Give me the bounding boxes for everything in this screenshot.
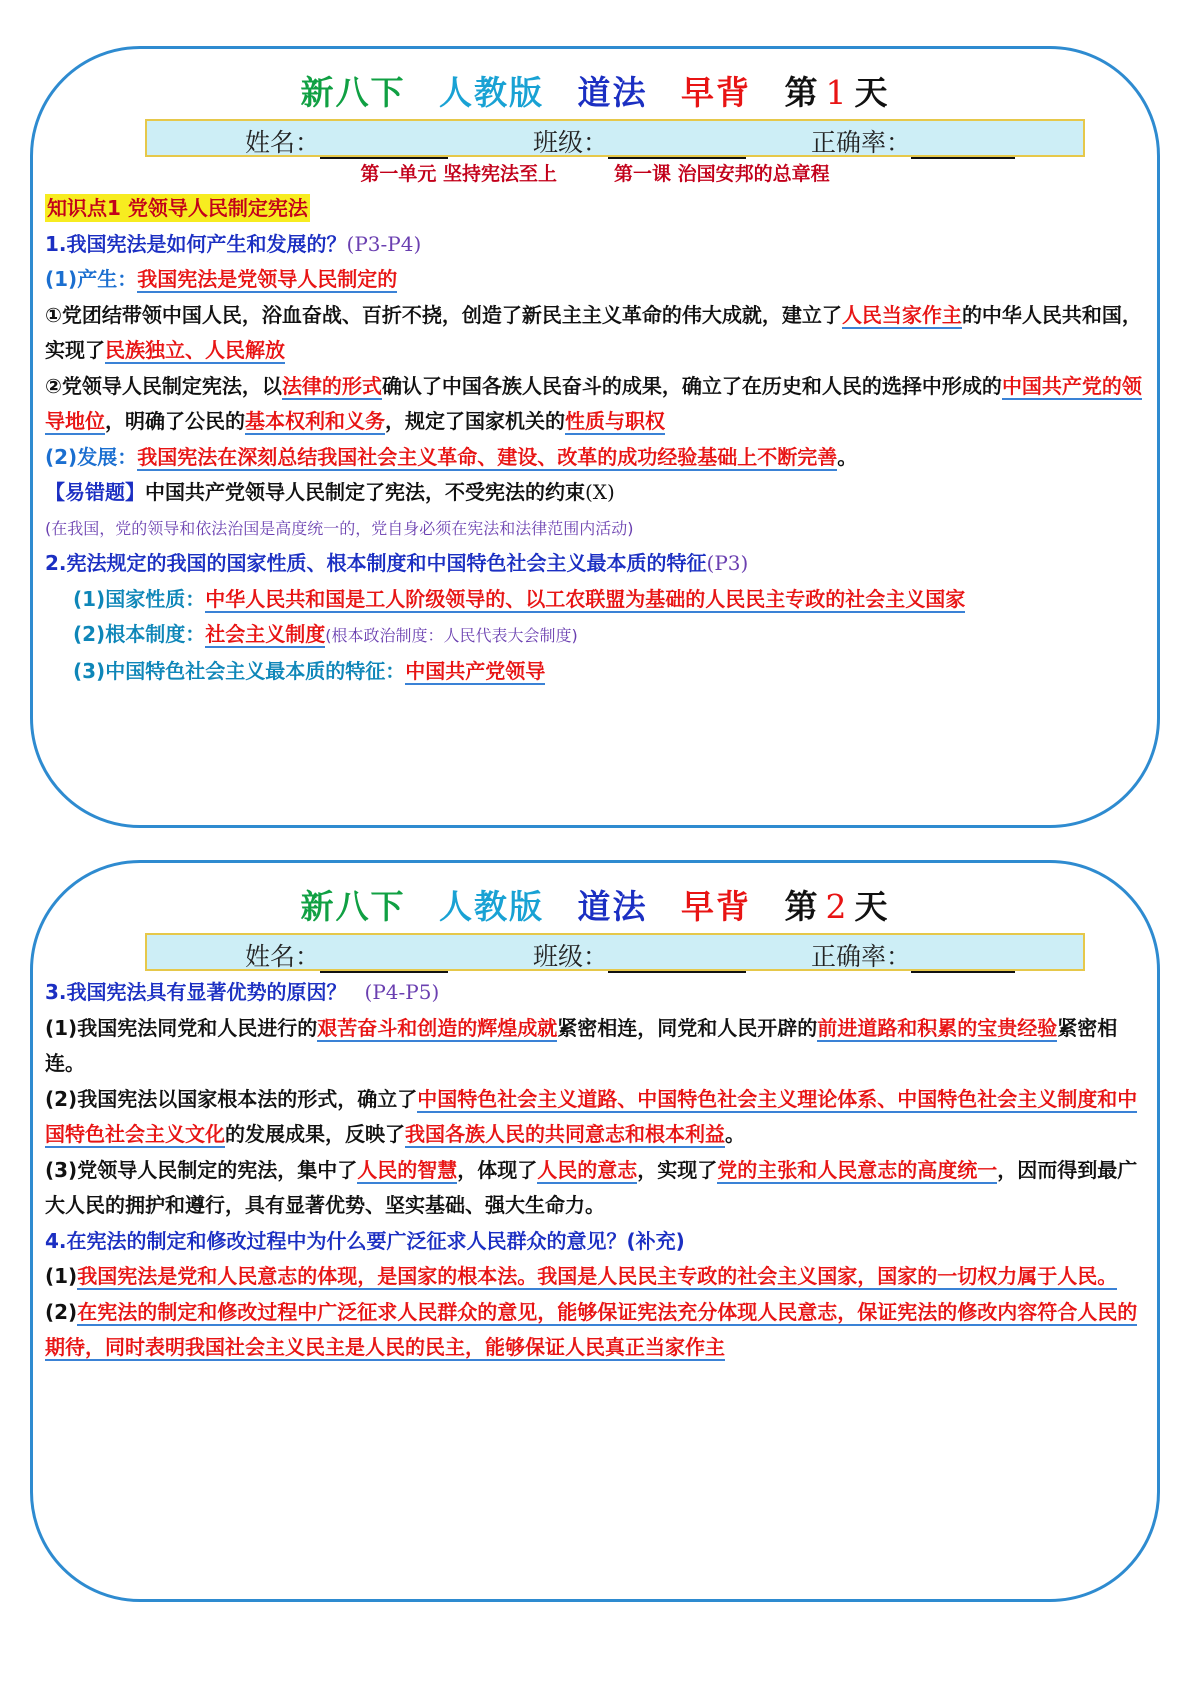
q1-point-1: ①党团结带领中国人民，浴血奋战、百折不挠，创造了新民主主义革命的伟大成就，建立了人民当家作主的中华人民共和国，实现了民族独立、人民解放 [45, 302, 1142, 362]
unit-heading: 第一单元 坚持宪法至上 第一课 治国安邦的总章程 [360, 163, 830, 185]
title-di: 第 [784, 73, 820, 112]
title-grade: 新八下 [300, 73, 406, 112]
q4-point-1: (1)我国宪法是党和人民意志的体现，是国家的根本法。我国是人民民主专政的社会主义国家，国家的一切权力属于人民。 [45, 1264, 1118, 1288]
name-bar [145, 933, 1085, 971]
trap-note: (在我国，党的领导和依法治国是高度统一的，党自身必须在宪法和法律范围内活动) [45, 518, 634, 538]
class-label: 班级： [533, 942, 609, 971]
sheet-card-day1 [30, 46, 1160, 828]
name-bar [145, 119, 1085, 157]
title-subject: 道法 [577, 73, 648, 112]
title-morning: 早背 [681, 73, 751, 112]
knowledge-point-label: 知识点1 党领导人民制定宪法 [47, 196, 308, 220]
sheet1-content: 第一单元 坚持宪法至上 第一课 治国安邦的总章程 知识点1 党领导人民制定宪法 1.我国宪法是如何产生和发展的？(P3-P4) (1)产生：我国宪法是党领导人民制定的 ①党团结带领中国人民，浴血奋战、百折不挠，创造了新民主主义革命的伟大成就，建立了人民当家作主的中华人民共和国，实现了民族独立、人民解放 ②党领导人民制定宪法，以法律的形式确认了中国各族人民奋斗的成果，确立了在历史和人民的选择中形成的中国共产党的领导地位，明确了公民的基本权利和义务，规定了国家机关的性质与职权 (2)发展：我国宪法在深刻总结我国社会主义革命、建设、改革的成功经验基础上不断完善。 【易错题】中国共产党领导人民制定了宪法，不受宪法的约束(X) (在我国，党的领导和依法治国是高度统一的，党自身必须在宪法和法律范围内活动) 2.宪法规定的我国的国家性质、根本制度和中国特色社会主义最本质的特征(P3) (1)国家性质：中华人民共和国是工人阶级领导的、以工农联盟为基础的人民民主专政的社会主义国家 (2)根本制度：社会主义制度(根本政治制度：人民代表大会制度) (3)中国特色社会主义最本质的特征：中国共产党领导 [45, 159, 1145, 689]
title-di: 第 [784, 887, 820, 926]
q2-sub1-answer: 中华人民共和国是工人阶级领导的、以工农联盟为基础的人民民主专政的社会主义国家 [205, 586, 966, 611]
title-tian: 天 [854, 73, 890, 112]
title-edition: 人教版 [439, 73, 544, 112]
title-grade: 新八下 [300, 887, 406, 926]
q4-point-2: (2)在宪法的制定和修改过程中广泛征求人民群众的意见，能够保证宪法充分体现人民意志，保证宪法的修改内容符合人民的期待，同时表明我国社会主义民主是人民的民主，能够保证人民真正当家作主 [45, 1299, 1138, 1359]
question-3: 3.我国宪法具有显著优势的原因？ (P4-P5) [45, 980, 440, 1004]
accuracy-blank[interactable] [911, 945, 1015, 973]
q3-point-1: (1)我国宪法同党和人民进行的艰苦奋斗和创造的辉煌成就紧密相连，同党和人民开辟的前进道路和积累的宝贵经验紧密相连。 [45, 1015, 1118, 1075]
accuracy-label: 正确率： [811, 128, 912, 157]
sheet-title [33, 67, 1157, 114]
name-blank[interactable] [320, 131, 448, 159]
trap-question: 【易错题】中国共产党领导人民制定了宪法，不受宪法的约束(X) [45, 480, 615, 504]
name-label: 姓名： [245, 942, 321, 971]
q1-point-2: ②党领导人民制定宪法，以法律的形式确认了中国各族人民奋斗的成果，确立了在历史和人民的选择中形成的中国共产党的领导地位，明确了公民的基本权利和义务，规定了国家机关的性质与职权 [45, 373, 1142, 433]
q3-point-2: (2)我国宪法以国家根本法的形式，确立了中国特色社会主义道路、中国特色社会主义理论体系、中国特色社会主义制度和中国特色社会主义文化的发展成果，反映了我国各族人民的共同意志和根本利益。 [45, 1086, 1138, 1146]
q3-point-3: (3)党领导人民制定的宪法，集中了人民的智慧，体现了人民的意志，实现了党的主张和人民意志的高度统一，因而得到最广大人民的拥护和遵行，具有显著优势、坚实基础、强大生命力。 [45, 1157, 1138, 1217]
question-4: 4.在宪法的制定和修改过程中为什么要广泛征求人民群众的意见？(补充) [45, 1228, 685, 1253]
q2-sub2-label: (2)根本制度： [73, 622, 206, 646]
class-blank[interactable] [608, 945, 746, 973]
q1-sub1-answer: 我国宪法是党领导人民制定的 [137, 267, 398, 291]
q2-sub3-label: (3)中国特色社会主义最本质的特征： [73, 658, 406, 683]
title-day-number: 1 [825, 73, 849, 112]
accuracy-label: 正确率： [811, 942, 912, 971]
q2-sub2-note: (根本政治制度：人民代表大会制度) [325, 626, 578, 645]
q1-sub2-label: (2)发展： [45, 444, 138, 469]
sheet-card-day2 [30, 860, 1160, 1602]
class-label: 班级： [533, 128, 609, 157]
title-tian: 天 [854, 887, 890, 926]
q1-sub2-answer: 我国宪法在深刻总结我国社会主义革命、建设、改革的成功经验基础上不断完善 [137, 444, 838, 469]
q2-sub3-answer: 中国共产党领导 [405, 658, 546, 683]
question-1: 1.我国宪法是如何产生和发展的？(P3-P4) [45, 231, 422, 256]
class-blank[interactable] [608, 131, 746, 159]
accuracy-blank[interactable] [911, 131, 1015, 159]
q1-sub1-label: (1)产生： [45, 267, 138, 291]
name-blank[interactable] [320, 945, 448, 973]
title-subject: 道法 [577, 887, 648, 926]
q2-sub1-label: (1)国家性质： [73, 586, 206, 611]
title-morning: 早背 [681, 887, 751, 926]
sheet-title [33, 881, 1157, 928]
sheet2-content [45, 975, 1145, 1366]
question-2: 2.宪法规定的我国的国家性质、根本制度和中国特色社会主义最本质的特征(P3) [45, 551, 749, 575]
title-day-number: 2 [825, 887, 849, 926]
q2-sub2-answer: 社会主义制度 [205, 622, 326, 646]
title-edition: 人教版 [439, 887, 544, 926]
name-label: 姓名： [245, 128, 321, 157]
